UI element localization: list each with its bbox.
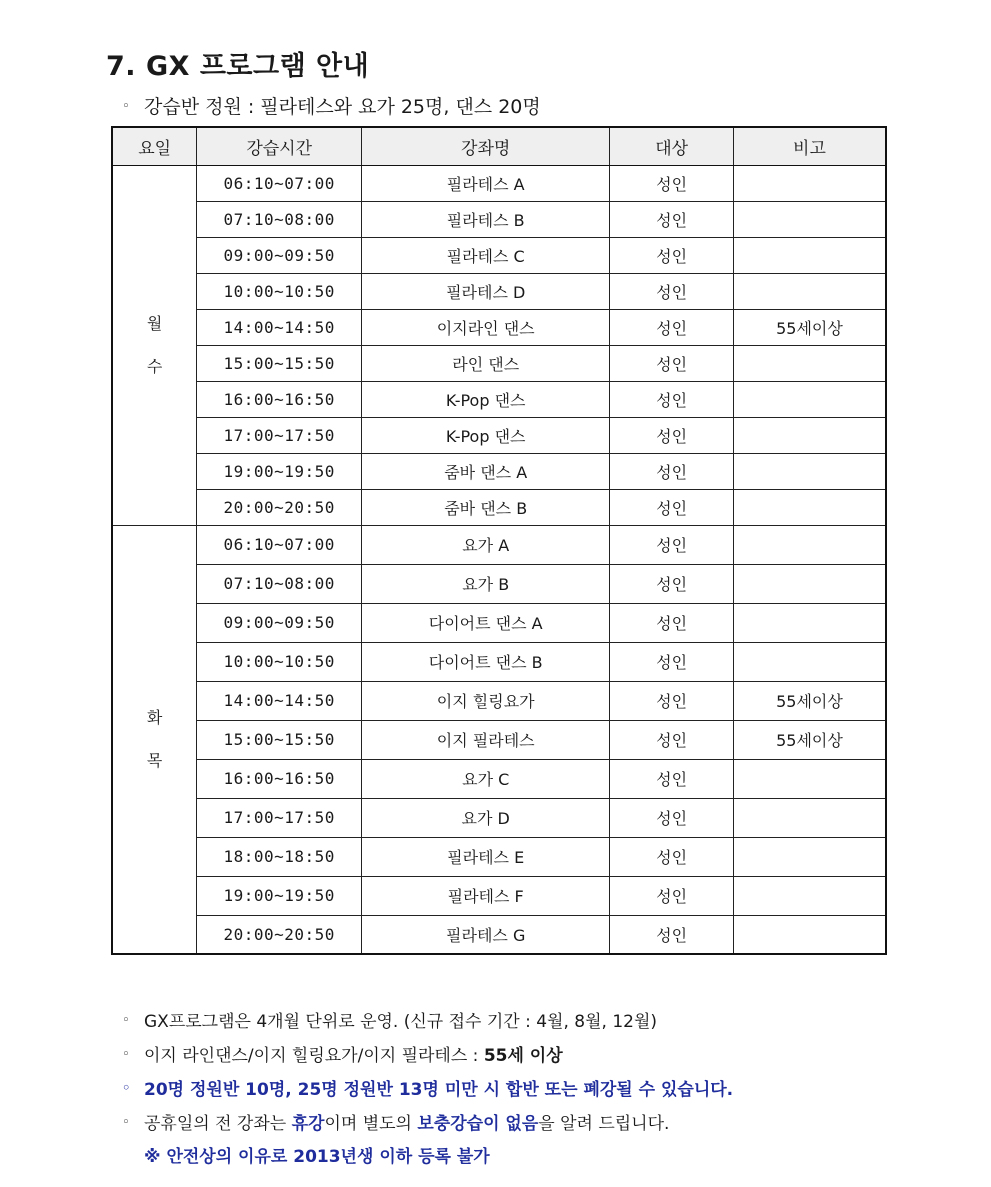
- time-cell: 07:10~08:00: [197, 564, 362, 603]
- gx-schedule-table: [111, 126, 887, 955]
- table-row: [112, 642, 886, 681]
- table-row: [112, 417, 886, 453]
- remarks-cell: [733, 915, 886, 954]
- remarks-cell: [733, 165, 886, 201]
- course-cell: 줌바 댄스 A: [362, 453, 610, 489]
- target-cell: 성인: [610, 237, 734, 273]
- table-row: [112, 489, 886, 525]
- table-row: [112, 381, 886, 417]
- time-cell: 17:00~17:50: [197, 417, 362, 453]
- time-cell: 19:00~19:50: [197, 876, 362, 915]
- time-cell: 10:00~10:50: [197, 273, 362, 309]
- course-cell: 라인 댄스: [362, 345, 610, 381]
- course-cell: K-Pop 댄스: [362, 417, 610, 453]
- target-cell: 성인: [610, 489, 734, 525]
- target-cell: 성인: [610, 345, 734, 381]
- header-day: 요일: [112, 127, 197, 165]
- day-label: 화: [146, 708, 163, 728]
- remarks-cell: [733, 453, 886, 489]
- remarks-cell: [733, 201, 886, 237]
- tue-thu-group: [112, 525, 886, 954]
- table-row: [112, 681, 886, 720]
- course-cell: 줌바 댄스 B: [362, 489, 610, 525]
- table-row: [112, 798, 886, 837]
- header-time: 강습시간: [197, 127, 362, 165]
- table-header-row: [112, 127, 886, 165]
- day-label: 수: [146, 357, 163, 376]
- remarks-cell: [733, 237, 886, 273]
- remarks-cell: [733, 381, 886, 417]
- note-holiday: [122, 1108, 733, 1142]
- table-row: [112, 165, 886, 201]
- note-operation-text: GX프로그램은 4개월 단위로 운영. (신규 접수 기간 : 4월, 8월, 12월): [144, 1012, 658, 1032]
- course-cell: 이지 힐링요가: [362, 681, 610, 720]
- target-cell: 성인: [610, 564, 734, 603]
- course-cell: 다이어트 댄스 B: [362, 642, 610, 681]
- mon-wed-group: [112, 165, 886, 525]
- table-row: [112, 201, 886, 237]
- target-cell: 성인: [610, 759, 734, 798]
- course-cell: 필라테스 B: [362, 201, 610, 237]
- note-senior-age: 55세 이상: [483, 1046, 563, 1066]
- bullet-icon: ◦: [122, 1115, 130, 1130]
- target-cell: 성인: [610, 165, 734, 201]
- note-merge-warning: [122, 1074, 733, 1108]
- day-label: 월: [146, 314, 163, 333]
- note-operation: [122, 1006, 733, 1040]
- table-row: [112, 720, 886, 759]
- course-cell: 요가 C: [362, 759, 610, 798]
- time-cell: 07:10~08:00: [197, 201, 362, 237]
- time-cell: 19:00~19:50: [197, 453, 362, 489]
- time-cell: 14:00~14:50: [197, 681, 362, 720]
- time-cell: 20:00~20:50: [197, 489, 362, 525]
- day-cell: [112, 165, 197, 525]
- time-cell: 06:10~07:00: [197, 165, 362, 201]
- time-cell: 15:00~15:50: [197, 345, 362, 381]
- note-holiday-c: 이며 별도의: [324, 1114, 418, 1134]
- bullet-icon: ◦: [122, 1047, 130, 1062]
- remarks-cell: [733, 417, 886, 453]
- table-row: [112, 564, 886, 603]
- course-cell: 요가 B: [362, 564, 610, 603]
- course-cell: K-Pop 댄스: [362, 381, 610, 417]
- course-cell: 필라테스 C: [362, 237, 610, 273]
- course-cell: 필라테스 E: [362, 837, 610, 876]
- target-cell: 성인: [610, 453, 734, 489]
- capacity-info: [122, 92, 541, 119]
- time-cell: 10:00~10:50: [197, 642, 362, 681]
- target-cell: 성인: [610, 201, 734, 237]
- bullet-icon: ◦: [122, 99, 130, 114]
- target-cell: 성인: [610, 876, 734, 915]
- table-row: [112, 876, 886, 915]
- table-row: [112, 525, 886, 564]
- note-holiday-closed: 휴강: [291, 1114, 325, 1134]
- table-row: [112, 837, 886, 876]
- notes-section: [122, 1006, 733, 1176]
- header-course: 강좌명: [362, 127, 610, 165]
- remarks-cell: [733, 642, 886, 681]
- time-cell: 16:00~16:50: [197, 759, 362, 798]
- target-cell: 성인: [610, 309, 734, 345]
- time-cell: 06:10~07:00: [197, 525, 362, 564]
- course-cell: 이지 필라테스: [362, 720, 610, 759]
- time-cell: 15:00~15:50: [197, 720, 362, 759]
- note-senior-classes: [122, 1040, 733, 1074]
- course-cell: 요가 D: [362, 798, 610, 837]
- remarks-cell: [733, 273, 886, 309]
- note-holiday-no-makeup: 보충강습이 없음: [417, 1114, 539, 1134]
- remarks-cell: [733, 603, 886, 642]
- remarks-cell: [733, 564, 886, 603]
- page-title: 7. GX 프로그램 안내: [106, 51, 370, 82]
- target-cell: 성인: [610, 798, 734, 837]
- table-row: [112, 273, 886, 309]
- capacity-text: 강습반 정원 : 필라테스와 요가 25명, 댄스 20명: [144, 96, 541, 118]
- time-cell: 18:00~18:50: [197, 837, 362, 876]
- remarks-cell: [733, 798, 886, 837]
- target-cell: 성인: [610, 837, 734, 876]
- time-cell: 09:00~09:50: [197, 237, 362, 273]
- remarks-cell: 55세이상: [733, 720, 886, 759]
- bullet-icon: ◦: [122, 1081, 131, 1096]
- target-cell: 성인: [610, 273, 734, 309]
- target-cell: 성인: [610, 642, 734, 681]
- remarks-cell: [733, 876, 886, 915]
- remarks-cell: [733, 489, 886, 525]
- note-holiday-a: 공휴일의 전 강좌는: [144, 1114, 292, 1134]
- course-cell: 요가 A: [362, 525, 610, 564]
- remarks-cell: [733, 759, 886, 798]
- note-senior-text: 이지 라인댄스/이지 힐링요가/이지 필라테스 :: [144, 1046, 484, 1066]
- target-cell: 성인: [610, 720, 734, 759]
- course-cell: 필라테스 G: [362, 915, 610, 954]
- remarks-cell: 55세이상: [733, 681, 886, 720]
- target-cell: 성인: [610, 915, 734, 954]
- course-cell: 이지라인 댄스: [362, 309, 610, 345]
- course-cell: 필라테스 F: [362, 876, 610, 915]
- table-row: [112, 915, 886, 954]
- header-target: 대상: [610, 127, 734, 165]
- time-cell: 20:00~20:50: [197, 915, 362, 954]
- target-cell: 성인: [610, 417, 734, 453]
- time-cell: 09:00~09:50: [197, 603, 362, 642]
- target-cell: 성인: [610, 381, 734, 417]
- note-age-restriction: ※ 안전상의 이유로 2013년생 이하 등록 불가: [144, 1147, 490, 1167]
- table-row: [112, 453, 886, 489]
- time-cell: 16:00~16:50: [197, 381, 362, 417]
- remarks-cell: 55세이상: [733, 309, 886, 345]
- bullet-icon: ◦: [122, 1013, 130, 1028]
- course-cell: 필라테스 D: [362, 273, 610, 309]
- remarks-cell: [733, 345, 886, 381]
- table-row: [112, 309, 886, 345]
- remarks-cell: [733, 837, 886, 876]
- note-holiday-e: 을 알려 드립니다.: [538, 1114, 670, 1134]
- target-cell: 성인: [610, 525, 734, 564]
- table-row: [112, 237, 886, 273]
- target-cell: 성인: [610, 681, 734, 720]
- table-row: [112, 603, 886, 642]
- remarks-cell: [733, 525, 886, 564]
- header-remarks: 비고: [733, 127, 886, 165]
- course-cell: 다이어트 댄스 A: [362, 603, 610, 642]
- table-row: [112, 345, 886, 381]
- table-row: [112, 759, 886, 798]
- time-cell: 17:00~17:50: [197, 798, 362, 837]
- course-cell: 필라테스 A: [362, 165, 610, 201]
- day-label: 목: [146, 751, 163, 771]
- time-cell: 14:00~14:50: [197, 309, 362, 345]
- note-merge-text: 20명 정원반 10명, 25명 정원반 13명 미만 시 합반 또는 폐강될 수 있습니다.: [144, 1080, 734, 1100]
- day-cell: [112, 525, 197, 954]
- target-cell: 성인: [610, 603, 734, 642]
